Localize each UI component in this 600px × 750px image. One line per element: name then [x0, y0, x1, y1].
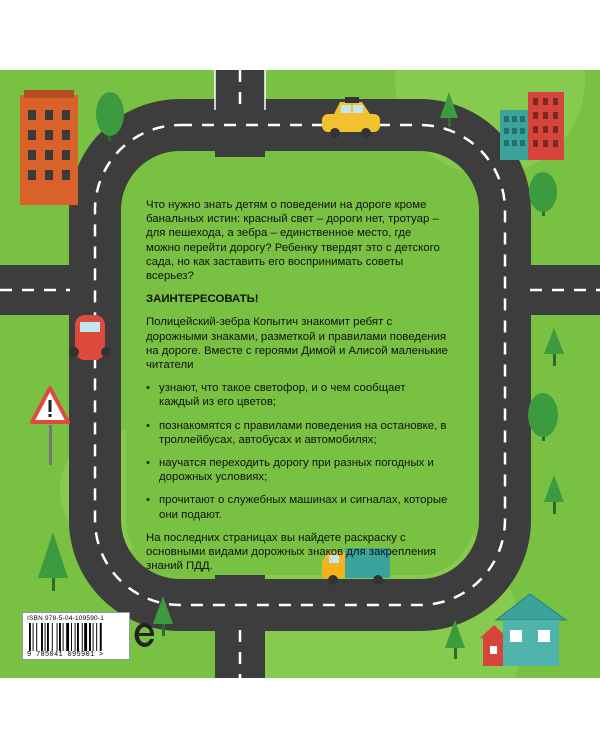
- barcode-bar: [36, 623, 37, 651]
- publisher-logo-icon: [131, 620, 157, 650]
- barcode-bar: [45, 623, 46, 651]
- barcode-bar: [77, 623, 79, 651]
- isbn-label: ISBN 978-5-04-109590-1: [27, 615, 105, 622]
- barcode-digits: 9 785041 095901 >: [27, 651, 104, 659]
- intro-paragraph: Что нужно знать детям о поведении на дороге кроме банальных истин: красный свет – дороги нет, тротуар – для пешехода, а зебра – единственное место, где можно перейти дорогу? Ребенку твердят это с детского сада, но как заставить его воспринимать советы всерьез?: [146, 199, 440, 283]
- barcode-bar: [66, 623, 69, 651]
- red-building: [528, 92, 564, 160]
- barcode-bar: [71, 623, 72, 651]
- teal-building: [500, 110, 528, 160]
- barcode-bar: [59, 623, 61, 651]
- description-text-block: [146, 198, 448, 573]
- barcode-bar: [52, 623, 53, 651]
- barcode-bar: [41, 623, 43, 651]
- body-paragraph: Полицейский-зебра Копытич знакомит ребят с дорожными знаками, разметкой и правилами поведения на дороге. Вместе с героями Димой и Алисой маленькие читатели: [146, 316, 448, 372]
- isbn-barcode-box: [22, 612, 130, 660]
- barcode-bar: [75, 623, 76, 651]
- barcode-bar: [63, 623, 64, 651]
- closing-paragraph: На последних страницах вы найдете раскраску с основными видами дорожных знаков для закрепления знаний ПДД.: [146, 531, 437, 573]
- list-item: • познакомятся с правилами поведения на остановке, в троллейбусах, автобусах и автомобилях;: [146, 419, 448, 447]
- list-item: • узнают, что такое светофор, и о чем сообщает каждый из его цветов;: [146, 381, 448, 409]
- barcode-bar: [93, 623, 94, 651]
- orange-building: [20, 90, 78, 205]
- barcode-bar: [96, 623, 97, 651]
- barcode-bar: [82, 623, 83, 651]
- barcode-bar: [33, 623, 34, 651]
- barcode-bar: [57, 623, 58, 651]
- section-heading: ЗАИНТЕРЕСОВАТЬ!: [146, 293, 259, 306]
- barcode-bar: [84, 623, 87, 651]
- list-item: • прочитают о служебных машинах и сигналах, которые они подают.: [146, 493, 448, 521]
- barcode: [29, 623, 125, 651]
- barcode-bar: [29, 623, 31, 651]
- barcode-bar: [47, 623, 49, 651]
- list-item: • научатся переходить дорогу при разных погодных и дорожных условиях;: [146, 456, 448, 484]
- barcode-bar: [89, 623, 91, 651]
- barcode-bar: [100, 623, 102, 651]
- feature-list: [146, 381, 448, 522]
